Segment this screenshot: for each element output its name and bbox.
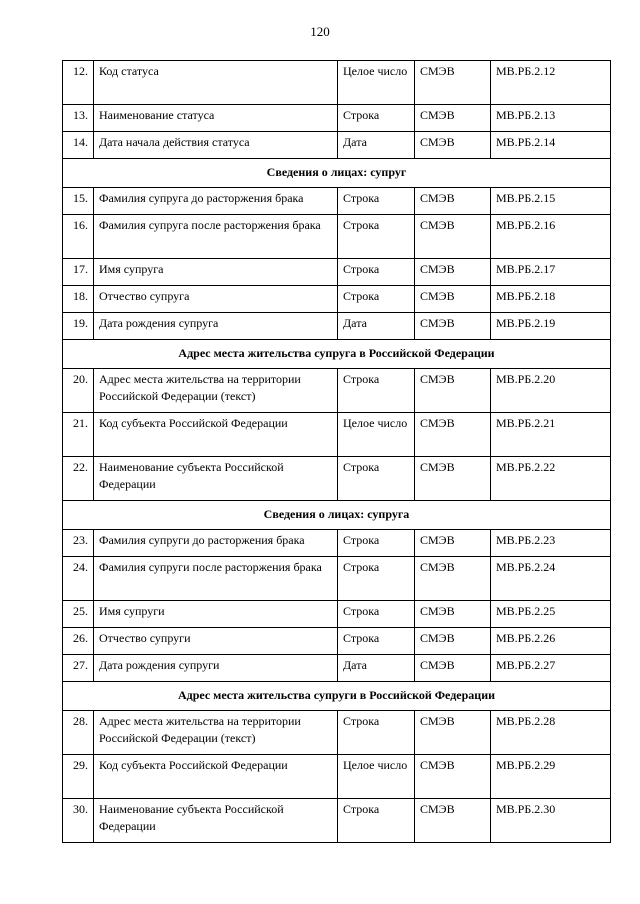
source-cell: СМЭВ xyxy=(415,259,491,286)
row-number-cell: 13. xyxy=(63,105,94,132)
attribute-name-cell: Дата рождения супруга xyxy=(94,313,338,340)
source-cell: СМЭВ xyxy=(415,628,491,655)
data-type-cell: Строка xyxy=(338,286,415,313)
table-row xyxy=(63,530,611,557)
source-cell: СМЭВ xyxy=(415,188,491,215)
source-cell: СМЭВ xyxy=(415,530,491,557)
row-number-cell: 27. xyxy=(63,655,94,682)
attribute-name-cell: Код статуса xyxy=(94,61,338,105)
code-cell: МВ.РБ.2.13 xyxy=(491,105,611,132)
row-number-cell: 26. xyxy=(63,628,94,655)
source-cell: СМЭВ xyxy=(415,313,491,340)
table-row xyxy=(63,313,611,340)
data-type-cell: Строка xyxy=(338,557,415,601)
data-type-cell: Дата xyxy=(338,655,415,682)
table-row xyxy=(63,188,611,215)
attribute-name-cell: Фамилия супруги после расторжения брака xyxy=(94,557,338,601)
row-number-cell: 30. xyxy=(63,799,94,843)
attribute-name-cell: Наименование статуса xyxy=(94,105,338,132)
row-number-cell: 19. xyxy=(63,313,94,340)
attribute-name-cell: Наименование субъекта Российской Федерации xyxy=(94,457,338,501)
row-number-cell: 22. xyxy=(63,457,94,501)
table-row xyxy=(63,132,611,159)
table-row xyxy=(63,755,611,799)
data-attributes-table xyxy=(62,60,611,843)
code-cell: МВ.РБ.2.12 xyxy=(491,61,611,105)
section-header-row xyxy=(63,501,611,530)
attribute-name-cell: Фамилия супруга до расторжения брака xyxy=(94,188,338,215)
data-type-cell: Дата xyxy=(338,132,415,159)
source-cell: СМЭВ xyxy=(415,61,491,105)
source-cell: СМЭВ xyxy=(415,799,491,843)
code-cell: МВ.РБ.2.15 xyxy=(491,188,611,215)
row-number-cell: 23. xyxy=(63,530,94,557)
source-cell: СМЭВ xyxy=(415,369,491,413)
table-row xyxy=(63,557,611,601)
code-cell: МВ.РБ.2.21 xyxy=(491,413,611,457)
code-cell: МВ.РБ.2.28 xyxy=(491,711,611,755)
row-number-cell: 16. xyxy=(63,215,94,259)
attribute-name-cell: Код субъекта Российской Федерации xyxy=(94,413,338,457)
table-row xyxy=(63,413,611,457)
attribute-name-cell: Имя супруга xyxy=(94,259,338,286)
data-type-cell: Дата xyxy=(338,313,415,340)
code-cell: МВ.РБ.2.14 xyxy=(491,132,611,159)
data-type-cell: Строка xyxy=(338,215,415,259)
table-row xyxy=(63,457,611,501)
code-cell: МВ.РБ.2.20 xyxy=(491,369,611,413)
data-type-cell: Строка xyxy=(338,259,415,286)
data-type-cell: Строка xyxy=(338,628,415,655)
code-cell: МВ.РБ.2.17 xyxy=(491,259,611,286)
section-header-row xyxy=(63,682,611,711)
code-cell: МВ.РБ.2.27 xyxy=(491,655,611,682)
table-row xyxy=(63,601,611,628)
section-title: Сведения о лицах: супруг xyxy=(63,159,611,188)
data-type-cell: Целое число xyxy=(338,755,415,799)
table-row xyxy=(63,286,611,313)
data-type-cell: Строка xyxy=(338,601,415,628)
code-cell: МВ.РБ.2.19 xyxy=(491,313,611,340)
section-title: Адрес места жительства супруга в Российской Федерации xyxy=(63,340,611,369)
source-cell: СМЭВ xyxy=(415,132,491,159)
code-cell: МВ.РБ.2.26 xyxy=(491,628,611,655)
data-type-cell: Строка xyxy=(338,105,415,132)
row-number-cell: 18. xyxy=(63,286,94,313)
source-cell: СМЭВ xyxy=(415,215,491,259)
source-cell: СМЭВ xyxy=(415,413,491,457)
source-cell: СМЭВ xyxy=(415,755,491,799)
table-row xyxy=(63,369,611,413)
attribute-name-cell: Дата начала действия статуса xyxy=(94,132,338,159)
row-number-cell: 21. xyxy=(63,413,94,457)
data-type-cell: Строка xyxy=(338,711,415,755)
row-number-cell: 29. xyxy=(63,755,94,799)
attribute-name-cell: Отчество супруги xyxy=(94,628,338,655)
data-type-cell: Строка xyxy=(338,188,415,215)
table-row xyxy=(63,61,611,105)
row-number-cell: 15. xyxy=(63,188,94,215)
attribute-name-cell: Отчество супруга xyxy=(94,286,338,313)
row-number-cell: 12. xyxy=(63,61,94,105)
attribute-name-cell: Фамилия супруги до расторжения брака xyxy=(94,530,338,557)
code-cell: МВ.РБ.2.22 xyxy=(491,457,611,501)
data-type-cell: Строка xyxy=(338,369,415,413)
table-row xyxy=(63,105,611,132)
section-header-row xyxy=(63,340,611,369)
section-title: Адрес места жительства супруги в Российской Федерации xyxy=(63,682,611,711)
code-cell: МВ.РБ.2.25 xyxy=(491,601,611,628)
code-cell: МВ.РБ.2.30 xyxy=(491,799,611,843)
data-type-cell: Целое число xyxy=(338,413,415,457)
table-row xyxy=(63,628,611,655)
attribute-name-cell: Наименование субъекта Российской Федерации xyxy=(94,799,338,843)
table-row xyxy=(63,799,611,843)
attribute-name-cell: Код субъекта Российской Федерации xyxy=(94,755,338,799)
row-number-cell: 25. xyxy=(63,601,94,628)
attribute-name-cell: Адрес места жительства на территории Российской Федерации (текст) xyxy=(94,711,338,755)
data-type-cell: Строка xyxy=(338,530,415,557)
source-cell: СМЭВ xyxy=(415,457,491,501)
table-row xyxy=(63,215,611,259)
row-number-cell: 20. xyxy=(63,369,94,413)
data-type-cell: Строка xyxy=(338,799,415,843)
code-cell: МВ.РБ.2.16 xyxy=(491,215,611,259)
code-cell: МВ.РБ.2.23 xyxy=(491,530,611,557)
attribute-name-cell: Фамилия супруга после расторжения брака xyxy=(94,215,338,259)
table-row xyxy=(63,655,611,682)
table-row xyxy=(63,711,611,755)
attribute-name-cell: Дата рождения супруги xyxy=(94,655,338,682)
section-header-row xyxy=(63,159,611,188)
attribute-name-cell: Адрес места жительства на территории Российской Федерации (текст) xyxy=(94,369,338,413)
source-cell: СМЭВ xyxy=(415,655,491,682)
table-row xyxy=(63,259,611,286)
code-cell: МВ.РБ.2.24 xyxy=(491,557,611,601)
table-body xyxy=(63,61,611,843)
section-title: Сведения о лицах: супруга xyxy=(63,501,611,530)
source-cell: СМЭВ xyxy=(415,557,491,601)
data-type-cell: Целое число xyxy=(338,61,415,105)
row-number-cell: 17. xyxy=(63,259,94,286)
attribute-name-cell: Имя супруги xyxy=(94,601,338,628)
row-number-cell: 14. xyxy=(63,132,94,159)
data-type-cell: Строка xyxy=(338,457,415,501)
code-cell: МВ.РБ.2.29 xyxy=(491,755,611,799)
source-cell: СМЭВ xyxy=(415,286,491,313)
page-number: 120 xyxy=(310,24,330,39)
row-number-cell: 24. xyxy=(63,557,94,601)
code-cell: МВ.РБ.2.18 xyxy=(491,286,611,313)
source-cell: СМЭВ xyxy=(415,105,491,132)
row-number-cell: 28. xyxy=(63,711,94,755)
source-cell: СМЭВ xyxy=(415,601,491,628)
source-cell: СМЭВ xyxy=(415,711,491,755)
